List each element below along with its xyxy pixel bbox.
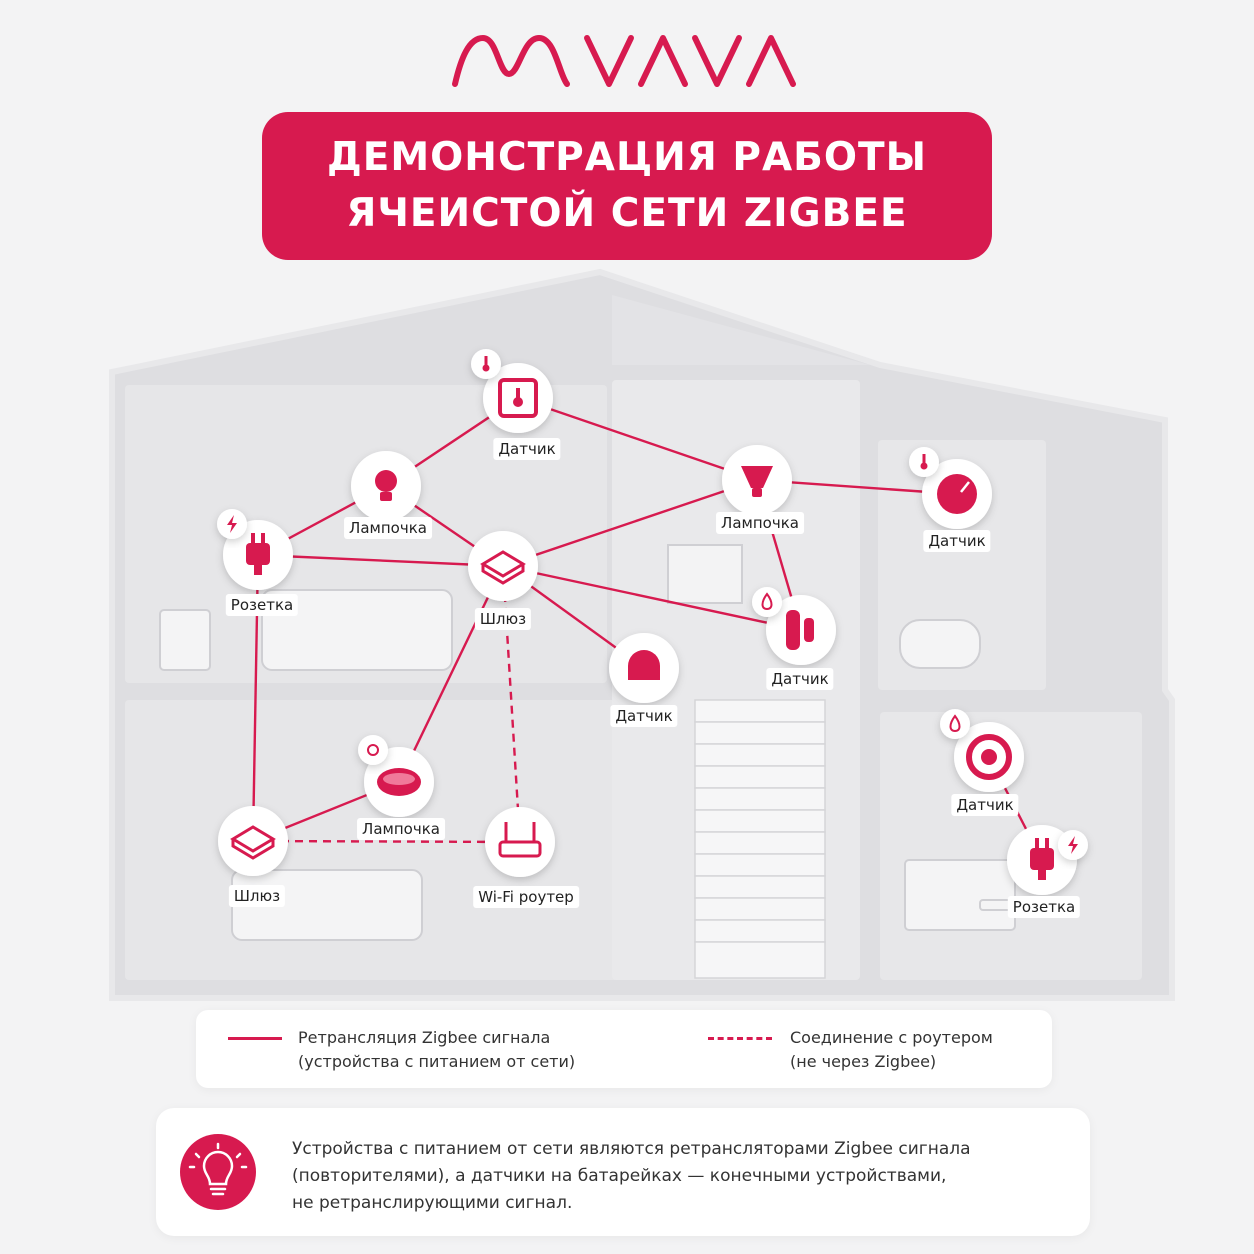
legend-solid-subtitle: (устройства с питанием от сети) (298, 1052, 576, 1071)
device-node-gateway-living (218, 806, 288, 876)
legend-dashed-subtitle: (не через Zigbee) (790, 1052, 937, 1071)
lightning-icon (1058, 830, 1088, 860)
device-label-sensor-bath: Датчик (923, 530, 990, 552)
device-node-bulb-hall (722, 445, 792, 515)
legend-dashed-title: Соединение с роутером (790, 1028, 993, 1047)
device-node-sensor-motion (609, 633, 679, 703)
device-label-socket-bedroom: Розетка (226, 594, 298, 616)
legend-panel (196, 1010, 1052, 1088)
device-node-router-wifi (485, 807, 555, 877)
water-drop-icon (752, 587, 782, 617)
wall-picture (668, 545, 742, 603)
staircase (695, 700, 825, 978)
legend-solid-title: Ретрансляция Zigbee сигнала (298, 1028, 551, 1047)
device-node-gateway-main (468, 531, 538, 601)
title-line-2: ЯЧЕИСТОЙ СЕТИ ZIGBEE (346, 191, 908, 236)
device-label-sensor-motion: Датчик (610, 705, 677, 727)
legend-solid-text (298, 1026, 575, 1074)
thermometer-icon (471, 349, 501, 379)
ceiling-light-icon (377, 768, 421, 796)
device-label-bulb-hall: Лампочка (716, 512, 804, 534)
device-label-sensor-kitchen: Датчик (951, 794, 1018, 816)
device-label-socket-kitchen: Розетка (1008, 896, 1080, 918)
gear-icon (358, 735, 388, 765)
device-label-sensor-thermo-top: Датчик (493, 438, 560, 460)
legend-dashed-text (790, 1026, 993, 1074)
device-label-gateway-living: Шлюз (229, 885, 285, 907)
idea-bulb-icon (180, 1134, 256, 1210)
lightning-icon (217, 509, 247, 539)
info-line-3: не ретранслирующими сигнал. (292, 1193, 573, 1213)
temperature-sensor-icon (937, 474, 977, 514)
device-node-bulb-bedroom (351, 451, 421, 521)
info-text (292, 1136, 1072, 1217)
device-label-router-wifi: Wi-Fi роутер (473, 886, 579, 908)
legend-dashed-line-icon (708, 1037, 772, 1040)
water-drop-icon (940, 709, 970, 739)
title-line-1: ДЕМОНСТРАЦИЯ РАБОТЫ (326, 135, 928, 180)
device-label-sensor-door: Датчик (766, 668, 833, 690)
info-line-1: Устройства с питанием от сети являются ретрансляторами Zigbee сигнала (292, 1139, 971, 1159)
thermometer-icon (909, 447, 939, 477)
info-line-2: (повторителями), а датчики на батарейках — конечными устройствами, (292, 1166, 947, 1186)
device-label-gateway-main: Шлюз (475, 608, 531, 630)
device-label-bulb-living: Лампочка (357, 818, 445, 840)
info-card (156, 1108, 1090, 1236)
device-label-bulb-bedroom: Лампочка (344, 517, 432, 539)
legend-solid-line-icon (228, 1037, 282, 1040)
